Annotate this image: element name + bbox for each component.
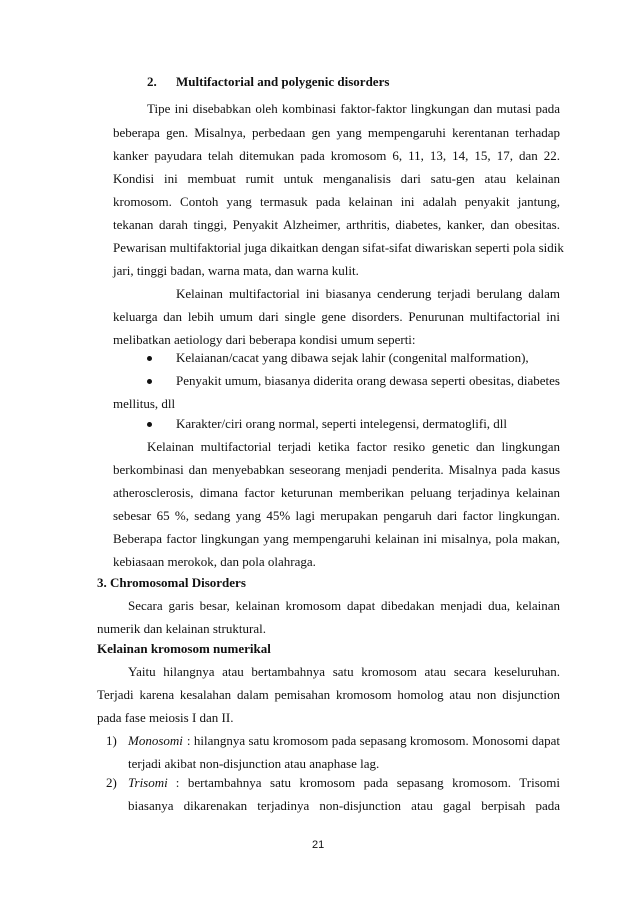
paragraph-line: kanker payudara telah ditemukan pada kromosom 6, 11, 13, 14, 15, 17, dan 22. bbox=[113, 148, 560, 163]
paragraph-line: Kelainan multifactorial ini biasanya cenderung terjadi berulang dalam bbox=[176, 286, 560, 301]
list-item-continued: biasanya dikarenakan terjadinya non-disjunction atau gagal berpisah pada bbox=[128, 798, 560, 813]
paragraph-line: kebiasaan merokok, dan pola olahraga. bbox=[113, 554, 316, 569]
bullet-icon bbox=[147, 379, 152, 384]
section-heading: 3. Chromosomal Disorders bbox=[97, 575, 246, 590]
page-number: 21 bbox=[312, 839, 325, 851]
bullet-item-continued: mellitus, dll bbox=[113, 396, 176, 411]
paragraph-line: pada fase meiosis I dan II. bbox=[97, 710, 234, 725]
paragraph-line: Pewarisan multifaktorial juga dikaitkan dengan sifat-sifat diwariskan seperti pola sidik bbox=[113, 240, 564, 255]
paragraph-line: jari, tinggi badan, warna mata, dan warna kulit. bbox=[113, 263, 359, 278]
list-item bbox=[128, 775, 560, 791]
paragraph-line: Kondisi ini membuat rumit untuk menganalisis dari satu-gen atau kelainan bbox=[113, 171, 560, 186]
bullet-item: Penyakit umum, biasanya diderita orang dewasa seperti obesitas, diabetes bbox=[176, 373, 560, 388]
subsection-heading: Kelainan kromosom numerikal bbox=[97, 641, 271, 656]
list-item-number: 1) bbox=[106, 733, 117, 748]
paragraph-line: atherosclerosis, dimana factor keturunan memberikan peluang terjadinya kelainan bbox=[113, 485, 560, 500]
list-item-text: : hilangnya satu kromosom pada sepasang kromosom. Monosomi dapat bbox=[186, 733, 560, 748]
list-item-continued: terjadi akibat non-disjunction atau anaphase lag. bbox=[128, 756, 380, 771]
paragraph-line: Secara garis besar, kelainan kromosom dapat dibedakan menjadi dua, kelainan bbox=[128, 598, 560, 613]
section-heading: Multifactorial and polygenic disorders bbox=[176, 74, 390, 89]
paragraph-line: Beberapa factor lingkungan yang mempengaruhi kelainan ini misalnya, pola makan, bbox=[113, 531, 560, 546]
list-item-text: : bertambahnya satu kromosom pada sepasang kromosom. Trisomi bbox=[175, 775, 560, 790]
paragraph-line: tekanan darah tinggi, Penyakit Alzheimer, arthritis, diabetes, kanker, dan obesitas. bbox=[113, 217, 560, 232]
paragraph-line: melibatkan aetiology dari beberapa kondisi umum seperti: bbox=[113, 332, 416, 347]
paragraph-line: keluarga dan lebih umum dari single gene disorders. Penurunan multifactorial ini bbox=[113, 309, 560, 324]
list-item-term: Trisomi bbox=[128, 775, 168, 790]
paragraph-line: Terjadi karena kesalahan dalam pemisahan kromosom homolog atau non disjunction bbox=[97, 687, 560, 702]
bullet-item: Kelaianan/cacat yang dibawa sejak lahir (congenital malformation), bbox=[176, 350, 529, 365]
paragraph-line: Tipe ini disebabkan oleh kombinasi faktor-faktor lingkungan dan mutasi pada bbox=[147, 101, 560, 116]
paragraph-line: berkombinasi dan menyebabkan seseorang menjadi penderita. Misalnya pada kasus bbox=[113, 462, 560, 477]
paragraph-line: beberapa gen. Misalnya, perbedaan gen yang mempengaruhi kerentanan terhadap bbox=[113, 125, 560, 140]
section-number: 2. bbox=[147, 74, 157, 89]
paragraph-line: kromosom. Contoh yang termasuk pada kelainan ini adalah penyakit jantung, bbox=[113, 194, 560, 209]
bullet-icon bbox=[147, 356, 152, 361]
list-item bbox=[128, 733, 560, 749]
paragraph-line: Kelainan multifactorial terjadi ketika factor resiko genetic dan lingkungan bbox=[147, 439, 560, 454]
list-item-number: 2) bbox=[106, 775, 117, 790]
bullet-item: Karakter/ciri orang normal, seperti intelegensi, dermatoglifi, dll bbox=[176, 416, 508, 431]
paragraph-line: sebesar 65 %, sedang yang 45% lagi merupakan pengaruh dari factor lingkungan. bbox=[113, 508, 560, 523]
paragraph-line: numerik dan kelainan struktural. bbox=[97, 621, 266, 636]
bullet-icon bbox=[147, 422, 152, 427]
paragraph-line: Yaitu hilangnya atau bertambahnya satu kromosom atau secara keseluruhan. bbox=[128, 664, 560, 679]
list-item-term: Monosomi bbox=[128, 733, 183, 748]
